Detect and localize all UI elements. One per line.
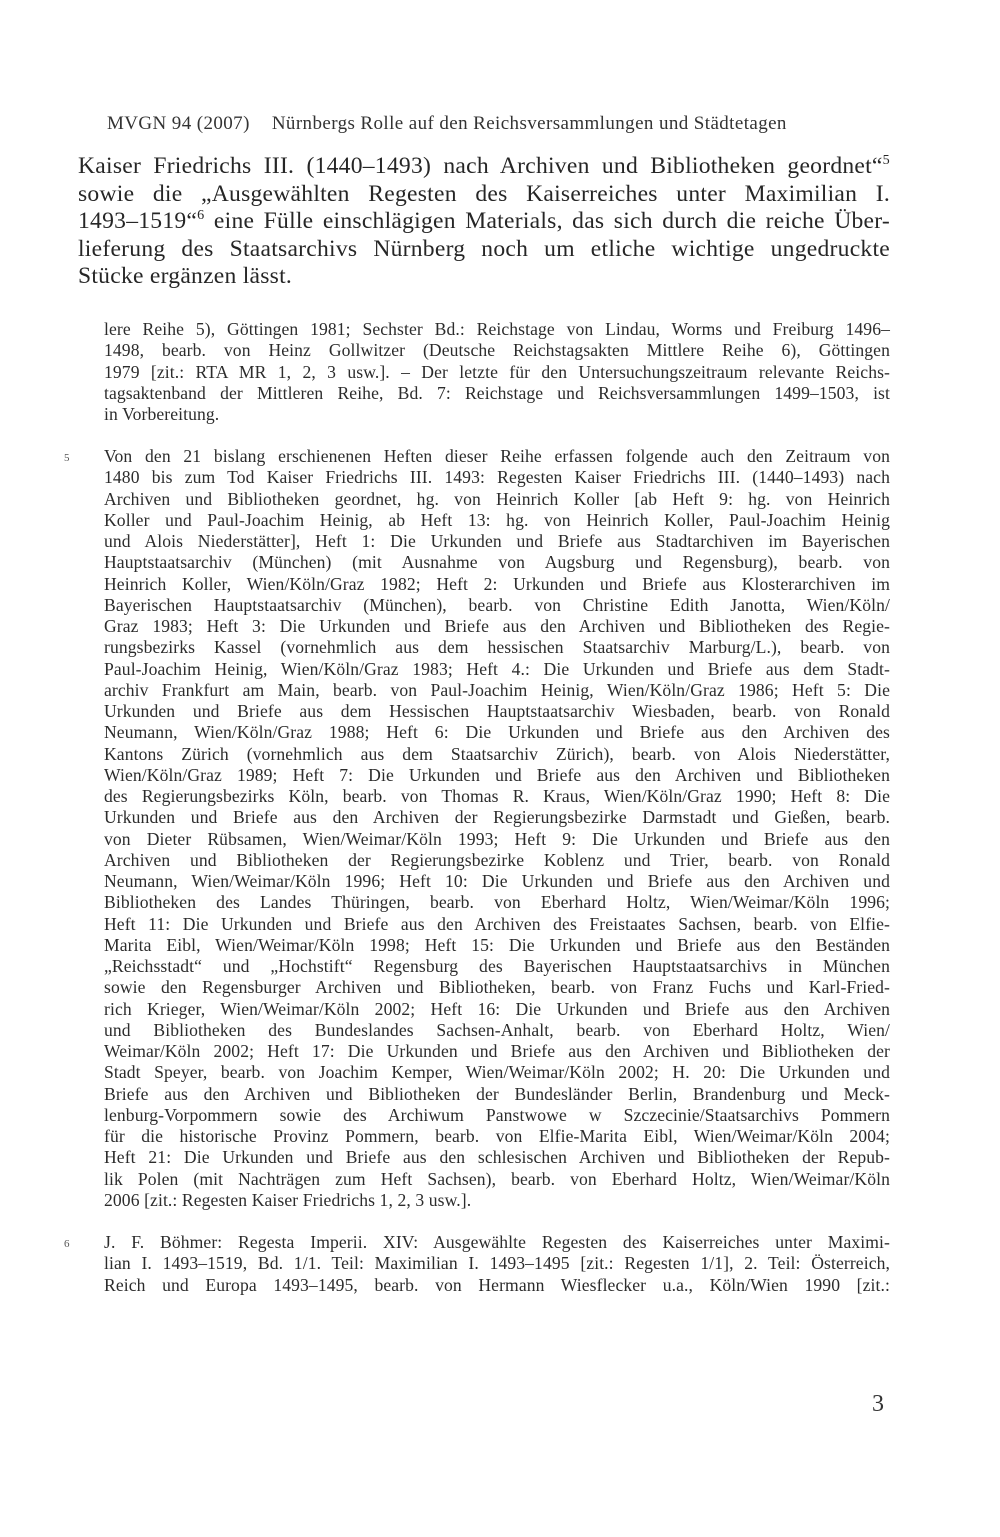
footnote-line: archiv Frankfurt am Main, bearb. von Paul-Joachim Heinig, Wien/Köln/Graz 1986; Heft 5: Die <box>104 679 890 700</box>
footnote-line: Archiven und Bibliotheken der Regierungsbezirke Koblenz und Trier, bearb. von Ronald <box>104 849 890 870</box>
footnote-line: Urkunden und Briefe aus den Archiven der Regierungsbezirke Darmstadt und Gießen, bearb. <box>104 807 890 828</box>
footnote-line: Reich und Europa 1493–1495, bearb. von Hermann Wiesflecker u.a., Köln/Wien 1990 [zit.: <box>104 1274 890 1295</box>
footnote-line: Bibliotheken des Landes Thüringen, bearb. von Eberhard Holtz, Wien/Weimar/Köln 1996; <box>104 892 890 913</box>
main-line: 1493–1519“$^6$ eine Fülle einschlägigen Materials, das sich durch die reiche Über- <box>78 207 890 235</box>
footnote-line: und Alois Niederstätter], Heft 1: Die Urkunden und Briefe aus Stadtarchiven im Bayerischen <box>104 531 890 551</box>
footnote-line: Marita Eibl, Wien/Weimar/Köln 1998; Heft 15: Die Urkunden und Briefe aus den Beständen <box>104 934 890 955</box>
footnote-line: 1498, bearb. von Heinz Gollwitzer (Deutsche Reichstagsakten Mittlere Reihe 6), Göttingen <box>104 340 890 361</box>
footnote-line: Wien/Köln/Graz 1989; Heft 7: Die Urkunden und Briefe aus den Archiven und Bibliotheken <box>104 764 890 785</box>
footnote-ref[interactable]: 5 <box>882 152 890 169</box>
footnote-line: Weimar/Köln 2002; Heft 17: Die Urkunden und Briefe aus den Archiven und Bibliotheken der <box>104 1041 890 1061</box>
footnote-line: „Reichsstadt“ und „Hochstift“ Regensburg des Bayerischen Hauptstaatsarchivs in München <box>104 956 890 976</box>
footnote-line: für die historische Provinz Pommern, bearb. von Elfie-Marita Eibl, Wien/Weimar/Köln 2004; <box>104 1126 890 1146</box>
footnote-line: Von den 21 bislang erschienenen Heften dieser Reihe erfassen folgende auch den Zeitraum von <box>104 446 890 466</box>
footnote-line: rich Krieger, Wien/Weimar/Köln 2002; Heft 16: Die Urkunden und Briefe aus den Archiven <box>104 998 890 1019</box>
footnote-line: J. F. Böhmer: Regesta Imperii. XIV: Ausgewählte Regesten des Kaiserreiches unter Maximi- <box>104 1232 890 1252</box>
footnote-line: Archiven und Bibliotheken geordnet, hg. von Heinrich Koller [ab Heft 9: hg. von Heinrich <box>104 488 890 509</box>
footnote-line: Urkunden und Briefe aus dem Hessischen Hauptstaatsarchiv Wiesbaden, bearb. von Ronald <box>104 701 890 721</box>
footnote-line: des Regierungsbezirks Köln, bearb. von Thomas R. Kraus, Wien/Köln/Graz 1990; Heft 8: Die <box>104 786 890 806</box>
main-line: Stücke ergänzen lässt. <box>78 263 293 290</box>
footnote-6 <box>64 1232 890 1296</box>
main-line: lieferung des Staatsarchivs Nürnberg noch um etliche wichtige ungedruckte <box>78 235 890 262</box>
footnote-line: lian I. 1493–1519, Bd. 1/1. Teil: Maximilian I. 1493–1495 [zit.: Regesten 1/1], 2. Teil: Österreich, <box>104 1253 890 1274</box>
footnote-line: Graz 1983; Heft 3: Die Urkunden und Briefe aus den Archiven und Bibliotheken des Regie- <box>104 616 890 636</box>
footnote-line: tagsaktenband der Mittleren Reihe, Bd. 7: Reichstage und Reichsversammlungen 1499–1503, ist <box>104 382 890 403</box>
footnote-line: Paul-Joachim Heinig, Wien/Köln/Graz 1983; Heft 4.: Die Urkunden und Briefe aus dem Stadt- <box>104 658 890 679</box>
footnote-line: Hauptstaatsarchiv (München) (mit Ausnahme von Augsburg und Regensburg), bearb. von <box>104 552 890 573</box>
running-head <box>107 113 907 135</box>
footnote-line: lere Reihe 5), Göttingen 1981; Sechster Bd.: Reichstage von Lindau, Worms und Freiburg 1496– <box>104 319 890 339</box>
footnote-line: Heinrich Koller, Wien/Köln/Graz 1982; Heft 2: Urkunden und Briefe aus Klosterarchiven im <box>104 573 890 594</box>
footnote-line: in Vorbereitung. <box>104 404 220 424</box>
footnote-line: Heft 21: Die Urkunden und Briefe aus den schlesischen Archiven und Bibliotheken der Repub- <box>104 1147 890 1168</box>
main-line: sowie die „Ausgewählten Regesten des Kaiserreiches unter Maximilian I. <box>78 180 890 207</box>
footnote-5 <box>64 446 890 1211</box>
footnote-number: 5 <box>64 452 70 464</box>
footnote-line: von Dieter Rübsamen, Wien/Weimar/Köln 1993; Heft 9: Die Urkunden und Briefe aus den <box>104 828 890 849</box>
footnote-line: 1480 bis zum Tod Kaiser Friedrichs III. 1493: Regesten Kaiser Friedrichs III. (1440–1493) nach <box>104 467 890 488</box>
page-number: 3 <box>872 1391 884 1417</box>
footnote-line: Heft 11: Die Urkunden und Briefe aus den Archiven des Freistaates Sachsen, bearb. von Elfie- <box>104 913 890 934</box>
footnote-line: Koller und Paul-Joachim Heinig, ab Heft 13: hg. von Heinrich Koller, Paul-Joachim Heinig <box>104 509 890 530</box>
main-text <box>78 153 890 291</box>
footnote-continuation <box>104 319 890 425</box>
footnote-line: sowie den Regensburger Archiven und Bibliotheken, bearb. von Franz Fuchs und Karl-Fried- <box>104 977 890 998</box>
footnote-line: und Bibliotheken des Bundeslandes Sachsen-Anhalt, bearb. von Eberhard Holtz, Wien/ <box>104 1019 890 1040</box>
main-line: Kaiser Friedrichs III. (1440–1493) nach Archiven und Bibliotheken geordnet“$^5$ <box>78 152 890 179</box>
footnote-line: 2006 [zit.: Regesten Kaiser Friedrichs 1, 2, 3 usw.]. <box>104 1189 472 1210</box>
footnote-number: 6 <box>64 1238 70 1250</box>
journal-ref: MVGN 94 (2007) <box>107 113 250 134</box>
footnote-line: rungsbezirks Kassel (vornehmlich aus dem hessischen Staatsarchiv Marburg/L.), bearb. von <box>104 637 890 658</box>
footnote-line: 1979 [zit.: RTA MR 1, 2, 3 usw.]. – Der letzte für den Untersuchungszeitraum relevante Reichs- <box>104 361 890 382</box>
footnote-line: Neumann, Wien/Weimar/Köln 1996; Heft 10: Die Urkunden und Briefe aus den Archiven und <box>104 871 890 891</box>
footnote-line: Stadt Speyer, bearb. von Joachim Kemper, Wien/Weimar/Köln 2002; H. 20: Die Urkunden und <box>104 1062 890 1083</box>
running-title: Nürnbergs Rolle auf den Reichsversammlungen und Städtetagen <box>271 113 787 134</box>
footnote-line: lik Polen (mit Nachträgen zum Heft Sachsen), bearb. von Eberhard Holtz, Wien/Weimar/Köln <box>104 1168 890 1189</box>
footnote-line: Briefe aus den Archiven und Bibliotheken der Bundesländer Berlin, Brandenburg und Meck- <box>104 1083 890 1104</box>
footnote-line: lenburg-Vorpommern sowie des Archiwum Panstwowe w Szczecinie/Staatsarchivs Pommern <box>104 1104 890 1125</box>
footnote-line: Kantons Zürich (vornehmlich aus dem Staatsarchiv Zürich), bearb. von Alois Niederstätter, <box>104 743 890 764</box>
footnote-ref[interactable]: 6 <box>197 207 205 224</box>
footnote-line: Bayerischen Hauptstaatsarchiv (München), bearb. von Christine Edith Janotta, Wien/Köln/ <box>104 594 890 615</box>
footnote-line: Neumann, Wien/Köln/Graz 1988; Heft 6: Die Urkunden und Briefe aus den Archiven des <box>104 722 890 743</box>
